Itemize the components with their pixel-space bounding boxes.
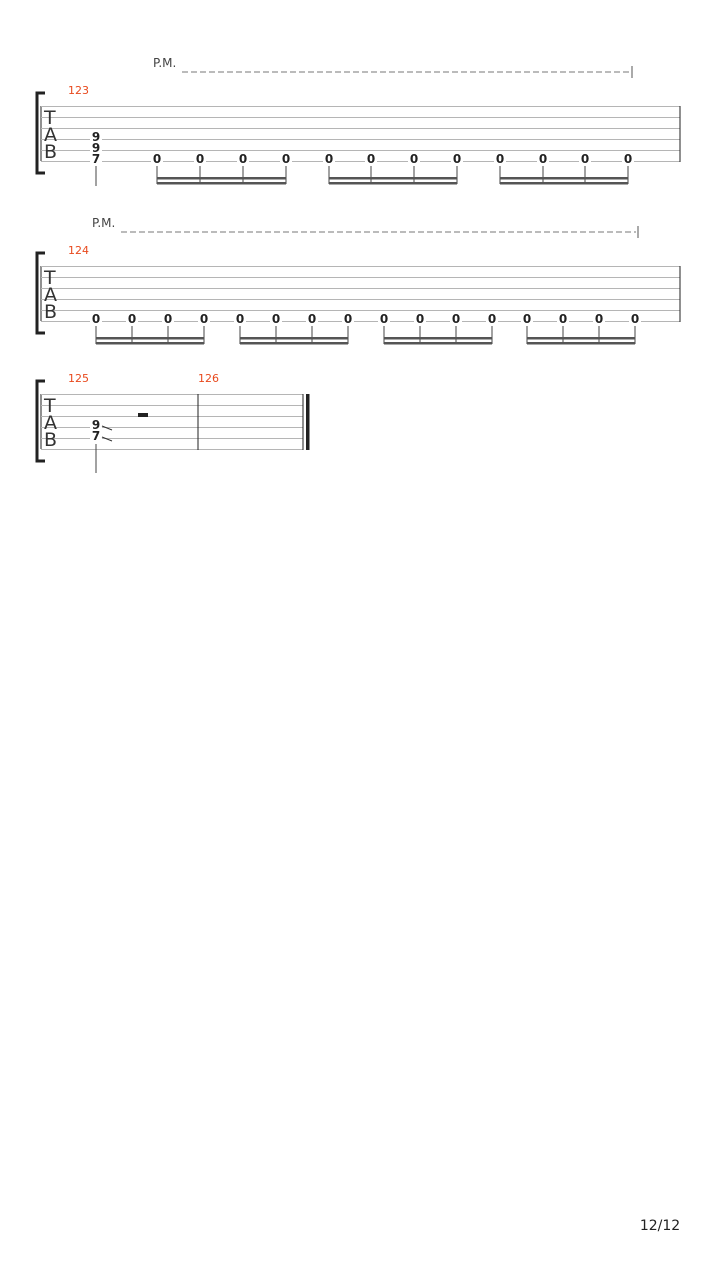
fret-number: 0 [538, 152, 548, 166]
fret-number: 0 [324, 152, 334, 166]
fret-number: 0 [452, 152, 462, 166]
fret-number: 0 [163, 312, 173, 326]
beam [527, 337, 635, 340]
fret-number: 0 [91, 312, 101, 326]
tab-system-3 [37, 372, 310, 473]
page-number: 12/12 [639, 1218, 681, 1234]
staff-lines [41, 395, 303, 450]
fret-number: 0 [630, 312, 640, 326]
beam [384, 337, 492, 340]
tab-clef-a: A [44, 412, 57, 434]
beam [500, 182, 628, 185]
fret-number: 0 [199, 312, 209, 326]
tab-clef [43, 107, 57, 163]
fret-number: 0 [558, 312, 568, 326]
measure-number: 125 [68, 372, 89, 385]
half-rest [138, 413, 148, 417]
fret-number: 0 [580, 152, 590, 166]
fret-number: 7 [91, 152, 101, 166]
fret-number: 0 [366, 152, 376, 166]
fret-number: 0 [343, 312, 353, 326]
measure-number: 124 [68, 244, 89, 257]
beam-group [90, 312, 210, 345]
fret-number: 0 [281, 152, 291, 166]
fret-number: 0 [594, 312, 604, 326]
fret-number: 0 [623, 152, 633, 166]
beam [96, 342, 204, 345]
beam-group [521, 312, 641, 345]
beam-group [234, 312, 354, 345]
final-barline-thick [306, 394, 310, 450]
beam [240, 342, 348, 345]
tab-clef-t: T [44, 107, 56, 129]
beam [157, 177, 286, 180]
tab-system-1 [37, 56, 680, 186]
measure-number: 123 [68, 84, 89, 97]
beam [157, 182, 286, 185]
fret-number: 0 [379, 312, 389, 326]
chord [90, 418, 112, 473]
fret-number: 0 [522, 312, 532, 326]
beam [240, 337, 348, 340]
tab-clef-b: B [44, 141, 58, 163]
fret-number: 0 [195, 152, 205, 166]
beam [96, 337, 204, 340]
fret-number: 9 [91, 141, 101, 155]
fret-number: 9 [91, 130, 101, 144]
fret-number: 0 [127, 312, 137, 326]
palm-mute-label: P.M. [92, 216, 116, 230]
fret-number: 0 [307, 312, 317, 326]
beam-group [494, 152, 634, 185]
fret-number: 0 [271, 312, 281, 326]
chord [90, 130, 102, 186]
fret-number: 0 [235, 312, 245, 326]
tab-clef-t: T [44, 267, 56, 289]
fret-number: 0 [409, 152, 419, 166]
tab-clef-a: A [44, 124, 57, 146]
tab-clef-b: B [44, 301, 58, 323]
palm-mute-label: P.M. [153, 56, 177, 70]
fret-number: 0 [487, 312, 497, 326]
beam [527, 342, 635, 345]
tab-clef-t: T [44, 395, 56, 417]
beam [384, 342, 492, 345]
tab-clef-a: A [44, 284, 57, 306]
tab-system-2 [37, 216, 680, 345]
beam-group [378, 312, 498, 345]
beam-group [151, 152, 292, 185]
fret-number: 0 [152, 152, 162, 166]
beam-group [323, 152, 463, 185]
beam [329, 182, 457, 185]
beam [329, 177, 457, 180]
fret-number: 0 [495, 152, 505, 166]
tab-clef [43, 267, 57, 323]
tab-clef-b: B [44, 429, 58, 451]
fret-number: 9 [91, 418, 101, 432]
fret-number: 7 [91, 429, 101, 443]
tab-clef [43, 395, 57, 451]
fret-number: 0 [415, 312, 425, 326]
beam [500, 177, 628, 180]
fret-number: 0 [451, 312, 461, 326]
measure-number: 126 [198, 372, 219, 385]
fret-number: 0 [238, 152, 248, 166]
